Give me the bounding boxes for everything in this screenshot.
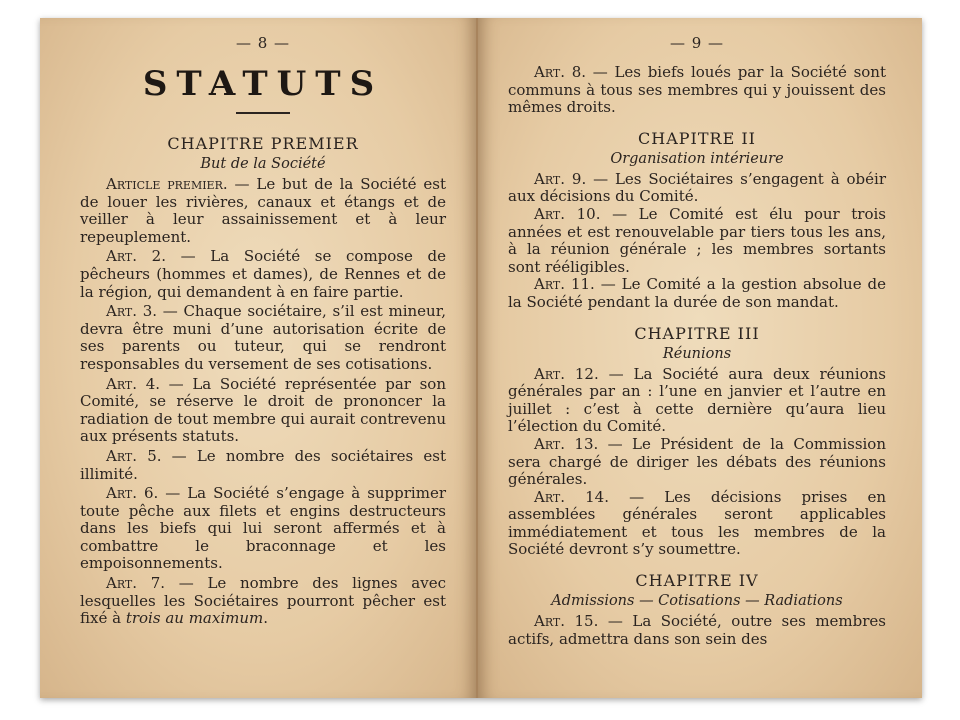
- article-text: — Les Sociétaires s’engagent à obéir aux décisions du Comité.: [508, 169, 886, 206]
- article-label: Art. 14.: [534, 487, 609, 506]
- article-text: — La Société représentée par son Comité, se réserve le droit de prononcer la radiation de tout membre qui aurait contrevenu aux présents statuts.: [80, 374, 447, 446]
- chapter-heading: CHAPITRE III: [634, 323, 760, 343]
- article-text: — La Société se compose de pêcheurs (hommes et dames), de Rennes et de la région, qui demandent à en faire partie.: [80, 247, 447, 301]
- article-9: [508, 171, 886, 206]
- chapter-subtitle: Réunions: [662, 345, 732, 362]
- article-label: Art. 4.: [106, 374, 161, 393]
- article-text: — Le Président de la Commission sera chargé de diriger les débats des réunions générales.: [508, 434, 887, 489]
- article-tail: .: [263, 609, 269, 628]
- document-title: STATUTS: [142, 64, 384, 104]
- article-label: Art. 10.: [534, 204, 601, 223]
- article-label: Art. 5.: [106, 446, 162, 465]
- article-text: — La Société, outre ses membres actifs, admettra dans son sein des: [508, 612, 886, 648]
- article-3: [80, 303, 446, 373]
- article-label: Art. 15.: [534, 612, 599, 631]
- article-4: [80, 376, 446, 446]
- article-2: [80, 248, 446, 301]
- article-text: — Chaque sociétaire, s’il est mineur, devra être muni d’une autorisation écrite de ses parents ou tuteur, qui se rendront responsables du versement de ses cotisations.: [80, 302, 447, 373]
- article-label: Art. 9.: [534, 169, 587, 188]
- chapter-subtitle: But de la Société: [200, 156, 326, 172]
- article-13: [508, 436, 886, 489]
- article-text: — La Société aura deux réunions générales par an : l’une en janvier et l’autre en juillet : c’est à cette dernière qu’aura lieu l’élection du Comité.: [508, 364, 886, 436]
- article-text: — Le nombre des sociétaires est illimité.: [80, 446, 447, 483]
- article-11: [508, 276, 886, 311]
- chapter-heading: CHAPITRE IV: [635, 571, 759, 591]
- article-emphasis: trois au maximum: [125, 609, 264, 628]
- chapter-subtitle: Admissions — Cotisations — Radiations: [551, 593, 843, 610]
- page-number: — 9 —: [669, 34, 725, 52]
- article-12: [508, 366, 886, 436]
- article-7: [80, 575, 446, 628]
- article-text: — Les biefs loués par la Société sont communs à tous ses membres qui y jouissent des mêmes droits.: [508, 63, 886, 117]
- article-label: Art. 6.: [106, 484, 159, 503]
- article-text: — Le Comité a la gestion absolue de la Société pendant la durée de son mandat.: [508, 275, 886, 311]
- article-1: [80, 176, 446, 246]
- chapter-subtitle: Organisation intérieure: [610, 150, 784, 167]
- article-label: Art. 11.: [534, 275, 595, 294]
- chapter-heading: CHAPITRE PREMIER: [167, 134, 359, 153]
- article-text: — Le nombre des lignes avec lesquelles les Sociétaires pourront pêcher est fixé à: [80, 574, 446, 628]
- article-5: [80, 448, 446, 483]
- article-label: Art. 8.: [534, 63, 587, 81]
- article-text: — Le Comité est élu pour trois années et est renouvelable par tiers tous les ans, à la réunion générale ; les membres sortants sont rééligibles.: [508, 204, 886, 276]
- page-number: — 8 —: [235, 34, 291, 52]
- article-label: Art. 2.: [106, 247, 166, 266]
- article-6: [80, 485, 446, 573]
- article-14: [508, 489, 886, 559]
- article-label: Art. 3.: [106, 302, 158, 321]
- article-10: [508, 206, 886, 276]
- article-15: [508, 613, 886, 648]
- left-page: [40, 18, 478, 698]
- article-text: — Les décisions prises en assemblées générales seront applicables immédiatement et tous les membres de la Société devront s’y soumettre.: [508, 487, 886, 559]
- article-label: Art. 13.: [534, 434, 599, 453]
- article-label: Art. 7.: [106, 574, 166, 593]
- chapter-heading: CHAPITRE II: [638, 128, 756, 148]
- article-8: [508, 64, 886, 117]
- right-page: [478, 18, 922, 698]
- article-text: — Le but de la Société est de louer les rivières, canaux et étangs et de veiller à leur assainissement et à leur repeuplement.: [80, 175, 446, 246]
- article-label: Art. 12.: [534, 364, 599, 383]
- article-text: — La Société s’engage à supprimer toute pêche aux filets et engins destructeurs dans les biefs qui lui seront affermés et à combattre le braconnage et les empoisonnements.: [80, 484, 446, 573]
- title-rule: [236, 112, 290, 114]
- article-label: Article premier.: [106, 175, 228, 193]
- open-booklet: [40, 18, 922, 698]
